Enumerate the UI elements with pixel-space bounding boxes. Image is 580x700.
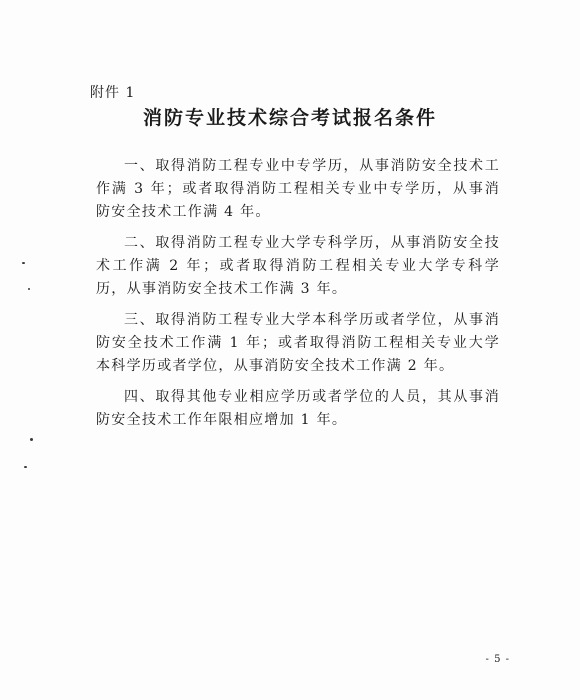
scan-speck: [22, 262, 25, 264]
document-body: [96, 155, 500, 432]
scan-speck: [30, 438, 33, 441]
condition-paragraph-2: 二、取得消防工程专业大学专科学历，从事消防安全技术工作满 2 年；或者取得消防工程相关专业大学专科学历，从事消防安全技术工作满 3 年。: [96, 235, 500, 297]
attachment-label: 附件 1: [90, 85, 136, 101]
condition-paragraph-3: 三、取得消防工程专业大学本科学历或者学位，从事消防安全技术工作满 1 年；或者取得消防工程相关专业大学本科学历或者学位，从事消防安全技术工作满 2 年。: [96, 312, 500, 374]
condition-paragraph-1: 一、取得消防工程专业中专学历，从事消防安全技术工作满 3 年；或者取得消防工程相关专业中专学历，从事消防安全技术工作满 4 年。: [96, 158, 500, 220]
document-title: 消防专业技术综合考试报名条件: [142, 107, 437, 129]
scan-speck: [28, 288, 30, 290]
condition-paragraph-4: 四、取得其他专业相应学历或者学位的人员，其从事消防安全技术工作年限相应增加 1 年。: [96, 389, 500, 428]
scan-speck: [24, 466, 27, 468]
page-number: - 5 -: [485, 654, 510, 665]
